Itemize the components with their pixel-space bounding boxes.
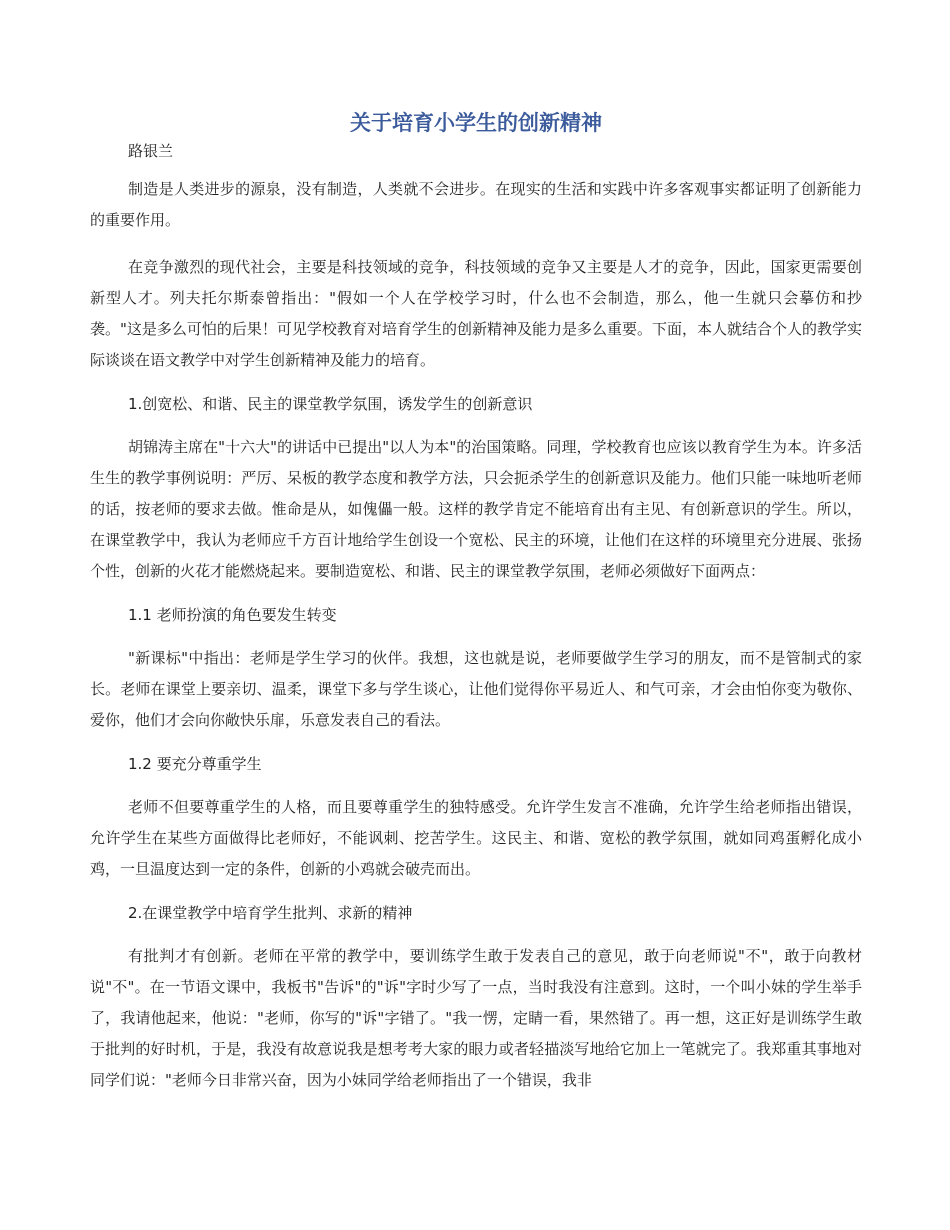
subsection-heading: 1.1 老师扮演的角色要发生转变 [128, 606, 337, 624]
paragraph: 有批判才有创新。老师在平常的教学中，要训练学生敢于发表自己的意见，敢于向老师说"不"，敢于向教材说"不"。在一节语文课中，我板书"告诉"的"诉"字时少写了一点，当时我没有注意到。这时，一个叫小妹的学生举手了，我请他起来，他说："老师，你写的"诉"字错了。"我一愣，定睛一看，果然错了。再一想，这正好是训练学生敢于批判的好时机，于是，我没有故意说我是想考考大家的眼力或者轻描淡写地给它加上一笔就完了。我郑重其事地对同学们说："老师今日非常兴奋，因为小妹同学给老师指出了一个错误，我非 [90, 947, 862, 1089]
document-page [90, 100, 862, 1096]
paragraph: "新课标"中指出：老师是学生学习的伙伴。我想，这也就是说，老师要做学生学习的朋友，而不是管制式的家长。老师在课堂上要亲切、温柔，课堂下多与学生谈心，让他们觉得你平易近人、和气可亲，才会由怕你变为敬你、爱你，他们才会向你敞快乐扉，乐意发表自己的看法。 [90, 649, 862, 729]
author-name: 路银兰 [128, 142, 174, 160]
document-title: 关于培育小学生的创新精神 [350, 111, 602, 135]
section-heading: 1.创宽松、和谐、民主的课堂教学氛围，诱发学生的创新意识 [128, 395, 533, 413]
subsection-heading: 1.2 要充分尊重学生 [128, 755, 262, 773]
paragraph: 制造是人类进步的源泉，没有制造，人类就不会进步。在现实的生活和实践中许多客观事实都证明了创新能力的重要作用。 [90, 180, 862, 229]
paragraph: 胡锦涛主席在"十六大"的讲话中已提出"以人为本"的治国策略。同理，学校教育也应该以教育学生为本。许多活生生的教学事例说明：严厉、呆板的教学态度和教学方法，只会扼杀学生的创新意识及能力。他们只能一味地听老师的话，按老师的要求去做。惟命是从，如傀儡一般。这样的教学肯定不能培育出有主见、有创新意识的学生。所以，在课堂教学中，我认为老师应千方百计地给学生创设一个宽松、民主的环境，让他们在这样的环境里充分进展、张扬个性，创新的火花才能燃烧起来。要制造宽松、和谐、民主的课堂教学氛围，老师必须做好下面两点： [90, 438, 862, 580]
paragraph: 在竞争激烈的现代社会，主要是科技领域的竞争，科技领域的竞争又主要是人才的竞争，因此，国家更需要创新型人才。列夫托尔斯泰曾指出："假如一个人在学校学习时，什么也不会制造，那么，他一生就只会摹仿和抄袭。"这是多么可怕的后果！可见学校教育对培育学生的创新精神及能力是多么重要。下面，本人就结合个人的教学实际谈谈在语文教学中对学生创新精神及能力的培育。 [90, 258, 862, 369]
section-heading: 2.在课堂教学中培育学生批判、求新的精神 [128, 904, 413, 922]
paragraph: 老师不但要尊重学生的人格，而且要尊重学生的独特感受。允许学生发言不准确，允许学生给老师指出错误，允许学生在某些方面做得比老师好，不能讽刺、挖苦学生。这民主、和谐、宽松的教学氛围，就如同鸡蛋孵化成小鸡，一旦温度达到一定的条件，创新的小鸡就会破壳而出。 [90, 798, 862, 878]
